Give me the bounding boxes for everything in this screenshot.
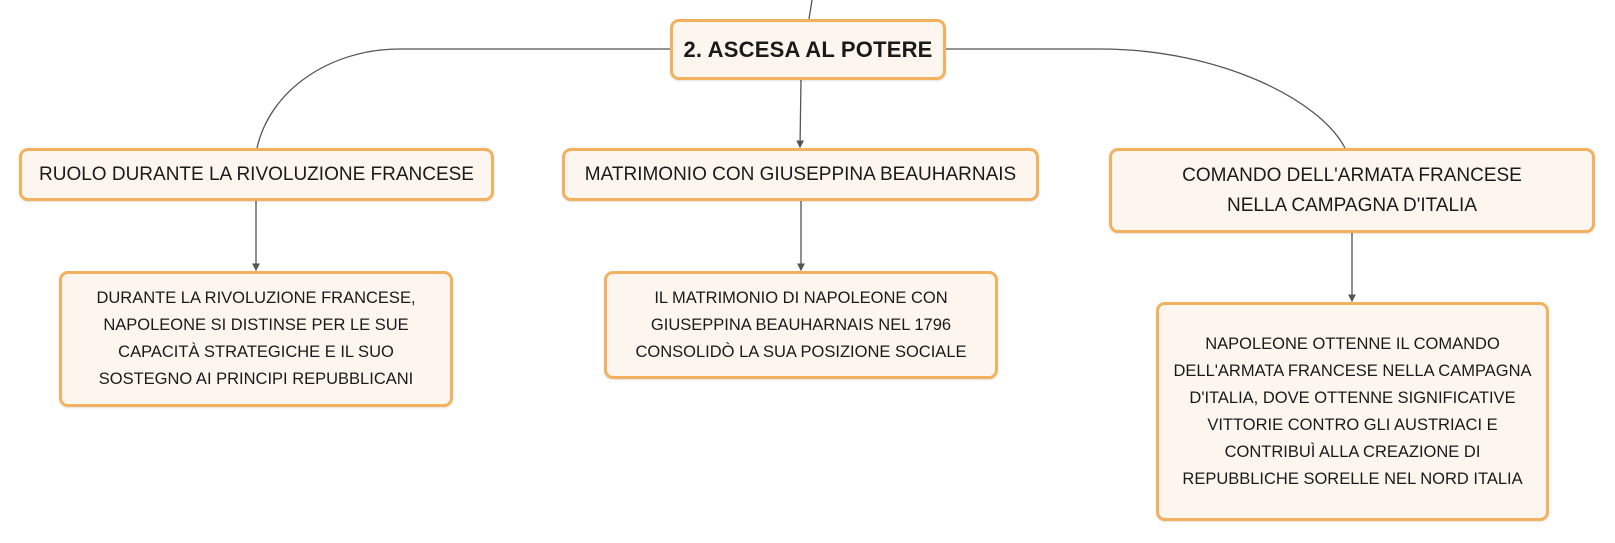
root-node[interactable] (670, 19, 946, 80)
connector-root-branch-1 (257, 49, 670, 148)
detail-node-rivoluzione[interactable] (59, 271, 453, 407)
branch-node-label: COMANDO DELL'ARMATA FRANCESE NELLA CAMPAGNA D'ITALIA (1182, 164, 1522, 216)
branch-node-label: MATRIMONIO CON GIUSEPPINA BEAUHARNAIS (584, 163, 1017, 185)
detail-node-campagna-italia[interactable] (1156, 302, 1549, 521)
connector-from-parent (809, 0, 812, 19)
branch-node-campagna-italia[interactable] (1109, 148, 1595, 233)
branch-node-label: RUOLO DURANTE LA RIVOLUZIONE FRANCESE (39, 163, 474, 185)
detail-node-text: DURANTE LA RIVOLUZIONE FRANCESE, NAPOLEONE SI DISTINSE PER LE SUE CAPACITÀ STRATEGICHE E IL SUO SOSTEGNO AI PRINCIPI REPUBBLICANI (96, 289, 416, 388)
connector-root-branch-2 (800, 80, 801, 147)
branch-node-matrimonio[interactable] (562, 148, 1039, 201)
detail-node-text: NAPOLEONE OTTENNE IL COMANDO DELL'ARMATA FRANCESE NELLA CAMPAGNA D'ITALIA, DOVE OTTENNE SIGNIFICATIVE VITTORIE CONTRO GLI AUSTRIACI E CONTRIBUÌ ALLA CREAZIONE DI REPUBBLICHE SORELLE NEL NORD ITALIA (1173, 334, 1532, 488)
connector-root-branch-3 (946, 49, 1345, 148)
detail-node-text: IL MATRIMONIO DI NAPOLEONE CON GIUSEPPINA BEAUHARNAIS NEL 1796 CONSOLIDÒ LA SUA POSIZIONE SOCIALE (635, 288, 967, 361)
root-node-label: 2. ASCESA AL POTERE (683, 36, 933, 62)
detail-node-matrimonio[interactable] (604, 271, 998, 379)
branch-node-rivoluzione[interactable] (19, 148, 494, 201)
